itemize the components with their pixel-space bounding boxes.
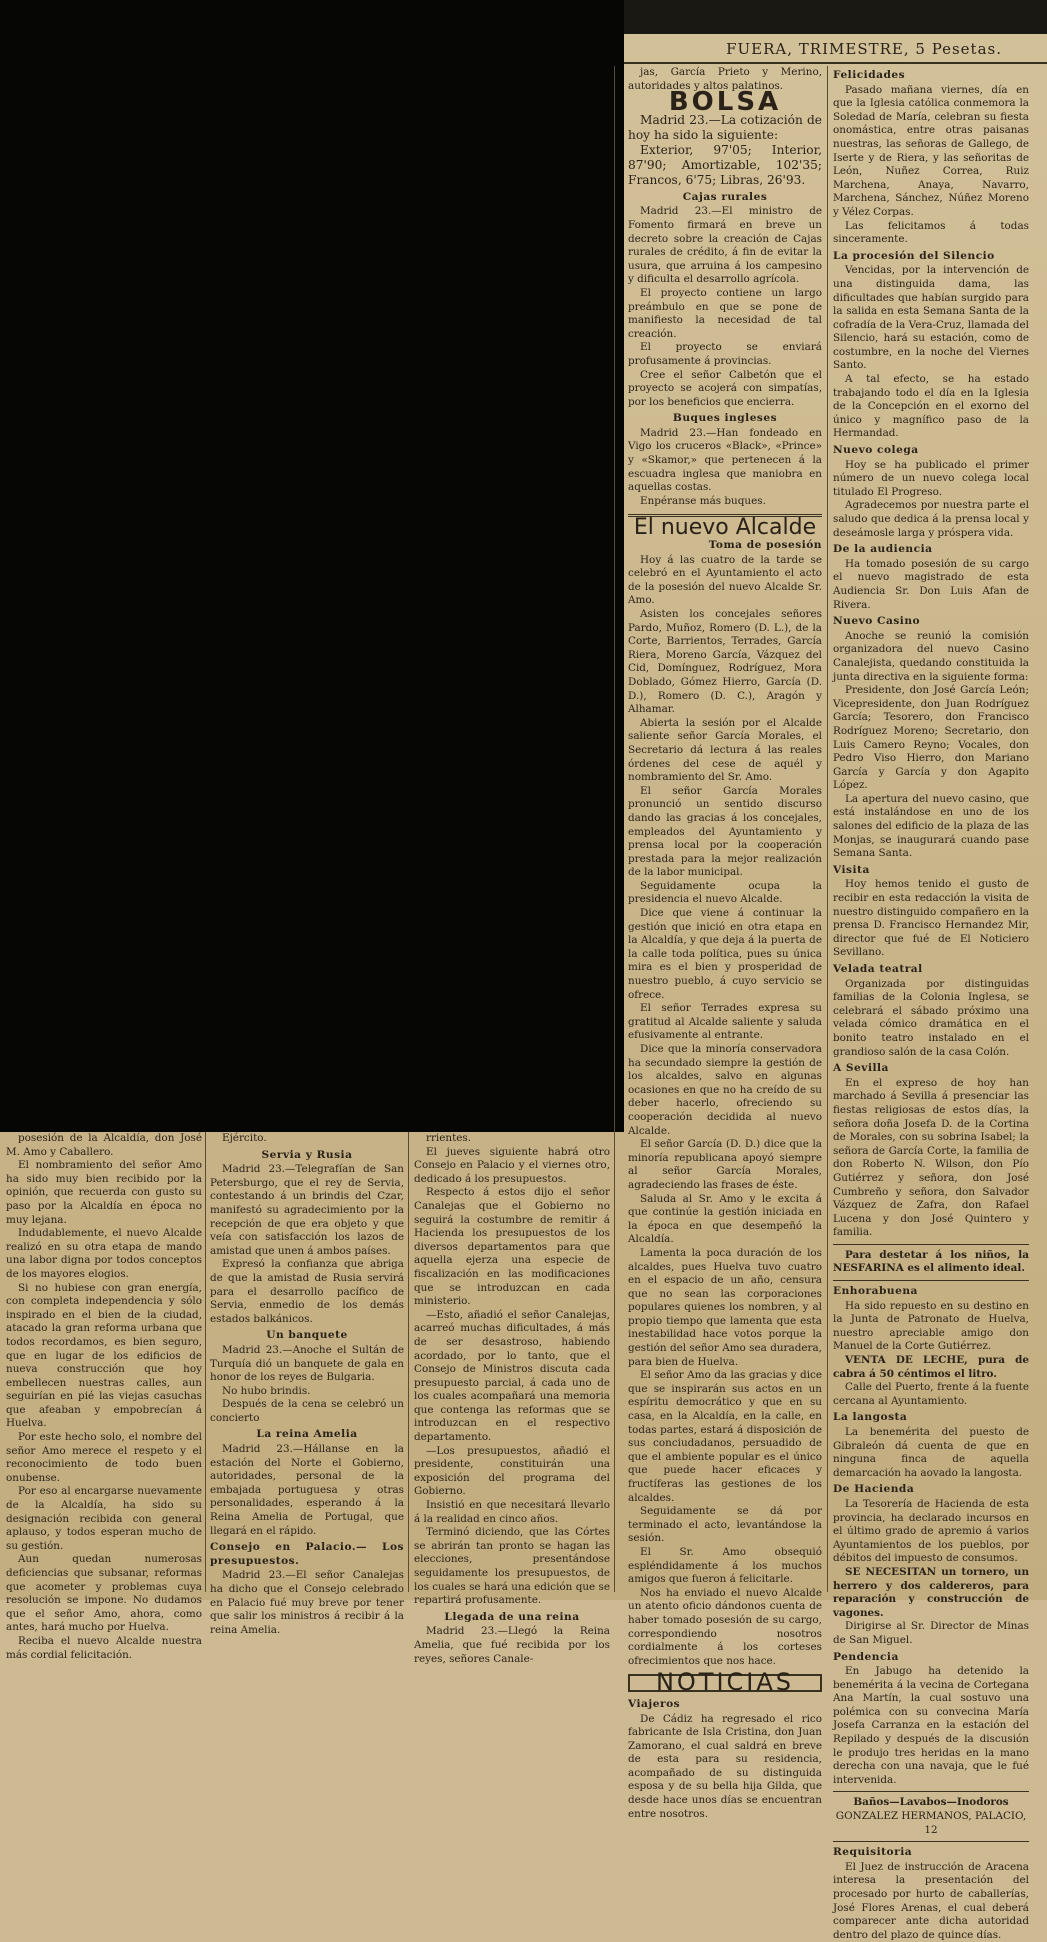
- paragraph: Ejército.: [222, 1132, 267, 1144]
- headline: Un banquete: [266, 1329, 348, 1342]
- paragraph: Seguidamente se dá por terminado el acto, levantándose la sesión.: [628, 1505, 822, 1545]
- paragraph: Hoy á las cuatro de la tarde se celebró en el Ayuntamiento el acto de la posesión del nuevo Alcalde Sr. Amo.: [628, 553, 822, 607]
- headline: Visita: [833, 863, 870, 876]
- headline: Requisitoria: [833, 1846, 913, 1859]
- advertisement: VENTA DE LECHE, pura de cabra á 50 céntimos el litro.: [833, 1354, 1029, 1380]
- headline: Consejo en Palacio.— Los presupuestos.: [210, 1541, 404, 1567]
- column-3: [414, 1132, 610, 1665]
- headline: Velada teatral: [833, 963, 923, 975]
- paragraph: Si no hubiese con gran energía, con completa independencia y sólo inspirado en el bien de la ciudad, atacado la gran reforma urbana que todos recordamos, es bien seguro, que en lugar de los edificios de nueva construcción que hoy embellecen nuestras calles, aun seguirían en pié las viejas casuchas que afeaban y empobrecían á Huelva.: [6, 1281, 202, 1430]
- column-1: [6, 1132, 202, 1661]
- headline: De Hacienda: [833, 1483, 915, 1496]
- paragraph: Madrid 23.—La cotización de hoy ha sido la siguiente:: [628, 112, 822, 142]
- paragraph: Dice que viene á continuar la gestión que inició en otra etapa en la Alcaldía, y que deja á la puerta de la calle toda política, pues su única mira es el bien y prosperidad de nuestro pueblo, á cuyo servicio se ofrece.: [628, 907, 822, 1001]
- headline: Buques ingleses: [672, 412, 778, 425]
- paragraph: Madrid 23.—Telegrafían de San Petersburgo, que el rey de Servia, contestando á un brindis del Czar, manifestó su agradecimiento por la recepción de que era objeto y que veía con satisfacción los lazos de amistad que unen á ambos países.: [210, 1163, 404, 1257]
- paragraph: Respecto á estos dijo el señor Canalejas que el Gobierno no seguirá la costumbre de remitir á Hacienda los presupuestos de los diversos departamentos para que aquella ejerza una especie de fiscalización en las modificaciones que se introduzcan en cada ministerio.: [414, 1186, 610, 1308]
- advertisement: SE NECESITAN un tornero, un herrero y dos caldereros, para reparación y construcción de vagones.: [833, 1565, 1029, 1619]
- paragraph: Calle del Puerto, frente á la fuente cercana al Ayuntamiento.: [833, 1381, 1029, 1407]
- paragraph: Madrid 23.—Han fondeado en Vigo los cruceros «Black», «Prince» y «Skamor,» que pertenecen á la escuadra inglesa que maniobra en aquellas costas.: [628, 426, 822, 494]
- redacted-area: [0, 0, 624, 1132]
- paragraph: Nos ha enviado el nuevo Alcalde un atento oficio dándonos cuenta de haber tomado posesión de su cargo, correspondiendo nosotros cordialmente á los corteses ofrecimientos que nos hace.: [628, 1586, 822, 1667]
- paragraph: En el expreso de hoy han marchado á Sevilla á presenciar las fiestas religiosas de estos días, la señora doña Josefa D. de la Cortina de Morales, con su sobrina Isabel; la señora de García Corte, la familia de don Roberto N. Wilson, don Pío Gutiérrez y señora, don José Cumbreño y señora, don Salvador Vázquez de Zafra, don Rafael Lucena y don José Quintero y familia.: [833, 1076, 1029, 1239]
- paragraph: Madrid 23.—Anoche el Sultán de Turquía dió un banquete de gala en honor de los reyes de Bulgaria.: [210, 1343, 404, 1384]
- headline: De la audiencia: [833, 543, 933, 556]
- top-dark-strip: [624, 0, 1047, 34]
- paragraph: Pasado mañana viernes, día en que la Iglesia católica conmemora la Soledad de María, celebran su fiesta onomástica, entre otras paisanas nuestras, las señoras de Gallego, de Iserte y de Riera, y las señoritas de León, Nuñez Correa, Ruiz Marchena, Anaya, Navarro, Marchena, Sánchez, Núñez Moreno y Vélez Corpas.: [833, 83, 1029, 218]
- paragraph: La benemérita del puesto de Gibraleón dá cuenta de que en ninguna finca de aquella demarcación ha aovado la langosta.: [833, 1426, 1029, 1479]
- advertisement: GONZALEZ HERMANOS, PALACIO, 12: [835, 1810, 1027, 1836]
- headline: Enhorabuena: [833, 1285, 918, 1298]
- column-rule: [205, 1132, 206, 1592]
- divider: [833, 1791, 1029, 1792]
- paragraph: —Esto, añadió el señor Canalejas, acarreó muchas dificultades, á más de ser desastroso, habiendo acordado, por lo tanto, que el Consejo de Ministros discuta cada presupuesto parcial, á cada uno de los cuales acompañará una memoria que contenga las reformas que se introduzcan en el respectivo departamento.: [414, 1308, 610, 1444]
- paragraph: Por este hecho solo, el nombre del señor Amo merece el respeto y el reconocimiento de todo buen onubense.: [6, 1431, 202, 1484]
- headline: Nuevo Casino: [833, 615, 921, 628]
- headline: La langosta: [833, 1411, 908, 1424]
- column-5: [833, 66, 1029, 1941]
- paragraph: Enpéranse más buques.: [640, 494, 766, 507]
- paragraph: No hubo brindis.: [222, 1384, 311, 1397]
- paragraph: Después de la cena se celebró un concierto: [210, 1398, 404, 1424]
- paragraph: La apertura del nuevo casino, que está instalándose en uno de los salones del edificio de la plaza de las Monjas, se inaugurará cuando pase Semana Santa.: [833, 792, 1029, 860]
- headline: Pendencia: [833, 1650, 899, 1663]
- paragraph: Las felicitamos á todas sinceramente.: [833, 219, 1029, 246]
- headline: Llegada de una reina: [444, 1610, 580, 1623]
- paragraph: El proyecto contiene un largo preámbulo en que se pone de manifiesto la necesidad de tal creación.: [628, 286, 822, 340]
- divider: [833, 1244, 1029, 1245]
- paragraph: El jueves siguiente habrá otro Consejo en Palacio y el viernes otro, dedicado á los presupuestos.: [414, 1145, 610, 1185]
- paragraph: En Jabugo ha detenido la benemérita á la vecina de Cortegana Ana Martín, la cual sostuvo una polémica con su convecina María Josefa Carranza en la estación del Repilado y después de la discusión le produjo tres heridas en la mano derecha con una navaja, que le fué intervenida.: [833, 1665, 1029, 1786]
- paragraph: Reciba el nuevo Alcalde nuestra más cordial felicitación.: [6, 1634, 202, 1661]
- paragraph: —Los presupuestos, añadió el presidente, constituirán una exposición del programa del Gobierno.: [414, 1444, 610, 1498]
- paragraph: Ha tomado posesión de su cargo el nuevo magistrado de esta Audiencia Sr. Don Luis Afan de Rivera.: [833, 557, 1029, 611]
- paragraph: Cree el señor Calbetón que el proyecto se acojerá con simpatías, por los beneficios que encierra.: [628, 368, 822, 408]
- paragraph: Madrid 23.—El ministro de Fomento firmará en breve un decreto sobre la creación de Cajas rurales de crédito, á fin de evitar la usura, que arruina á los campesino y dificulta el desarrollo agrícola.: [628, 205, 822, 286]
- alcalde-section-title: El nuevo Alcalde: [628, 514, 822, 535]
- noticias-title: NOTICIAS: [628, 1674, 822, 1692]
- headline: A Sevilla: [833, 1062, 889, 1075]
- paragraph: Madrid 23.—El señor Canalejas ha dicho que el Consejo celebrado en Palacio fué muy breve por tener que salir los ministros á recibir á la reina Amelia.: [210, 1569, 404, 1636]
- paragraph: El Sr. Amo obsequió espléndidamente á los muchos amigos que fueron á felicitarle.: [628, 1545, 822, 1586]
- paragraph: Expresó la confianza que abriga de que la amistad de Rusia servirá para el desarrollo pacífico de Servia, enmedio de los demás estados balkánicos.: [210, 1258, 404, 1325]
- paragraph: El señor García Morales pronunció un sentido discurso dando las gracias á los concejales, empleados del Ayuntamiento y prensa local por la cooperación prestada para la mejor realización de la labor municipal.: [628, 784, 822, 879]
- paragraph: El proyecto se enviará profusamente á provincias.: [628, 341, 822, 367]
- column-rule: [408, 1132, 409, 1592]
- headline: Cajas rurales: [682, 190, 768, 203]
- paragraph: Agradecemos por nuestra parte el saludo que dedica á la prensa local y deseámosle larga y próspera vida.: [833, 499, 1029, 539]
- column-2: [210, 1132, 404, 1636]
- stock-quotes: Exterior, 97'05; Interior, 87'90; Amortizable, 102'35; Francos, 6'75; Libras, 26'93.: [628, 142, 822, 187]
- paragraph: Por eso al encargarse nuevamente de la Alcaldía, ha sido su designación recibida con general aplauso, y todos esperan mucho de su gestión.: [6, 1485, 202, 1552]
- paragraph: Madrid 23.—Hállanse en la estación del Norte el Gobierno, autoridades, personal de la embajada portuguesa y otras personalidades, esperando á la Reina Amelia de Portugal, que llegará en el rápido.: [210, 1443, 404, 1537]
- paragraph: A tal efecto, se ha estado trabajando todo el día en la Iglesia de la Concepción en el exorno del único y magnífico paso de la Hermandad.: [833, 373, 1029, 440]
- paragraph: Abierta la sesión por el Alcalde saliente señor García Morales, el Secretario dá lectura á las reales órdenes del cese de aquél y nombramiento del Sr. Amo.: [628, 716, 822, 784]
- headline: La procesión del Silencio: [833, 249, 995, 262]
- paragraph: Indudablemente, el nuevo Alcalde realizó en su otra etapa de mando una labor digna por todos conceptos de los mayores elogios.: [6, 1227, 202, 1280]
- paragraph: Madrid 23.—Llegó la Reina Amelia, que fué recibida por los reyes, señores Canale-: [414, 1625, 610, 1665]
- paragraph: Seguidamente ocupa la presidencia el nuevo Alcalde.: [628, 879, 822, 906]
- paragraph: Ha sido repuesto en su destino en la Junta de Patronato de Huelva, nuestro apreciable amigo don Manuel de la Corte Gutiérrez.: [833, 1299, 1029, 1353]
- paragraph: rrientes.: [426, 1132, 472, 1144]
- paragraph: Dice que la minoría conservadora ha secundado siempre la gestión de los alcaldes, salvo en algunas ocasiones en que no ha creído de su deber hacerlo, ofreciendo su cooperación decidida al nuevo Alcalde.: [628, 1043, 822, 1137]
- paragraph: La Tesorería de Hacienda de esta provincia, ha declarado incursos en el último grado de apremio á varios Ayuntamientos de los pueblos, por débitos del impuesto de consumos.: [833, 1497, 1029, 1565]
- paragraph: El señor García (D. D.) dice que la minoría republicana apoyó siempre al señor García Morales, agradeciendo las frases de éste.: [628, 1138, 822, 1191]
- paragraph: Asisten los concejales señores Pardo, Muñoz, Romero (D. L.), de la Corte, Barrientos, Terrades, García Riera, Moreno García, Vázquez del Cid, Domínguez, Rodríguez, Mora Doblado, Gómez Hierro, García (D. D.), Romero (D. C.), Aragón y Alhamar.: [628, 608, 822, 716]
- paragraph: Presidente, don José García León; Vicepresidente, don Juan Rodríguez García; Tesorero, don Francisco Rodríguez Moreno; Secretario, don Luis Camero Reyno; Vocales, don Pedro Viso Hierro, don Mariano García y García y don Agapito López.: [833, 684, 1029, 792]
- paragraph: Saluda al Sr. Amo y le excita á que continúe la gestión iniciada en la época en que desempeñó la Alcaldía.: [628, 1192, 822, 1246]
- paragraph: Vencidas, por la intervención de una distinguida dama, las dificultades que habían surgido para la salida en esta Semana Santa de la cofradía de la Vera-Cruz, llamada del Silencio, hará su estación, como de costumbre, en la noche del Viernes Santo.: [833, 264, 1029, 372]
- bolsa-title: BOLSA: [668, 87, 782, 118]
- advertisement: Baños—Lavabos—Inodoros: [853, 1796, 1009, 1809]
- paragraph: Aun quedan numerosas deficiencias que subsanar, reformas que acometer y problemas cuya resolución se impone. No dudamos que el señor Amo, ahora, como antes, hará mucho por Huelva.: [6, 1553, 202, 1634]
- paragraph: Lamenta la poca duración de los alcaldes, pues Huelva tuvo cuatro en el espacio de un año, censura que no sean las corporaciones populares quienes los nombren, y al propio tiempo que lamenta que esta inestabilidad hace votos porque la gestión del señor Amo sea duradera, para bien de Huelva.: [628, 1246, 822, 1368]
- headline: La reina Amelia: [256, 1428, 358, 1441]
- headline: Felicidades: [833, 69, 906, 81]
- column-4: [628, 66, 822, 1820]
- headline: Toma de posesión: [708, 539, 822, 552]
- paragraph: Organizada por distinguidas familias de la Colonia Inglesa, se celebrará el sábado próximo una velada cómico dramática en el bonito teatro instalado en el grandioso salón de la casa Colón.: [833, 977, 1029, 1058]
- paragraph: El señor Amo da las gracias y dice que se inspirarán sus actos en un espíritu democrático y que en su casa, en la Alcaldía, en la calle, en todas partes, estará á disposición de sus conciudadanos, persuadido de que el ambiente popular es el único que puede hacer eficaces y fructíferas las gestiones de los alcaldes.: [628, 1369, 822, 1504]
- page-header: [624, 36, 1047, 64]
- paragraph: Insistió en que necesitará llevarlo á la realidad en cinco años.: [414, 1499, 610, 1525]
- paragraph: posesión de la Alcaldía, don José M. Amo y Caballero.: [6, 1132, 202, 1158]
- headline: Nuevo colega: [833, 444, 919, 457]
- divider: [833, 1841, 1029, 1842]
- paragraph: jas, García Prieto y Merino, autoridades y altos palatinos.: [628, 66, 822, 92]
- divider: [833, 1280, 1029, 1281]
- paragraph: Terminó diciendo, que las Córtes se abrirán tan pronto se hagan las elecciones, presentándose seguidamente los presupuestos, de los cuales se hará una edición que se repartirá profusamente.: [414, 1526, 610, 1607]
- column-rule: [614, 66, 615, 1592]
- paragraph: Anoche se reunió la comisión organizadora del nuevo Casino Canalejista, quedando constituida la junta directiva en la siguiente forma:: [833, 629, 1029, 683]
- paragraph: El Juez de instrucción de Aracena interesa la presentación del procesado por hurto de caballerías, José Flores Arenas, el cual deberá comparecer ante dicha autoridad dentro del plazo de quince días.: [833, 1860, 1029, 1941]
- paragraph: El señor Terrades expresa su gratitud al Alcalde saliente y saluda efusivamente al entrante.: [628, 1002, 822, 1042]
- paragraph: De Cádiz ha regresado el rico fabricante de Isla Cristina, don Juan Zamorano, el cual saldrá en breve de esta para su residencia, acompañado de su distinguida esposa y de su bella hija Gilda, que desde hace unos días se encuentran entre nosotros.: [628, 1712, 822, 1820]
- column-rule: [827, 66, 828, 1592]
- paragraph: Hoy se ha publicado el primer número de un nuevo colega local titulado El Progreso.: [833, 458, 1029, 498]
- subscription-price: FUERA, TRIMESTRE, 5 Pesetas.: [726, 40, 1002, 58]
- paragraph: Dirigirse al Sr. Director de Minas de San Miguel.: [833, 1620, 1029, 1646]
- paragraph: Hoy hemos tenido el gusto de recibir en esta redacción la visita de nuestro distinguido compañero en la prensa D. Francisco Hernandez Mir, director que fué de El Noticiero Sevillano.: [833, 878, 1029, 959]
- headline: Servia y Rusia: [261, 1148, 353, 1161]
- headline: Viajeros: [628, 1697, 681, 1710]
- advertisement: Para destetar á los niños, la NESFARINA es el alimento ideal.: [833, 1248, 1029, 1275]
- paragraph: El nombramiento del señor Amo ha sido muy bien recibido por la opinión, que recuerda con gusto su paso por la Alcaldía en época no muy lejana.: [6, 1159, 202, 1226]
